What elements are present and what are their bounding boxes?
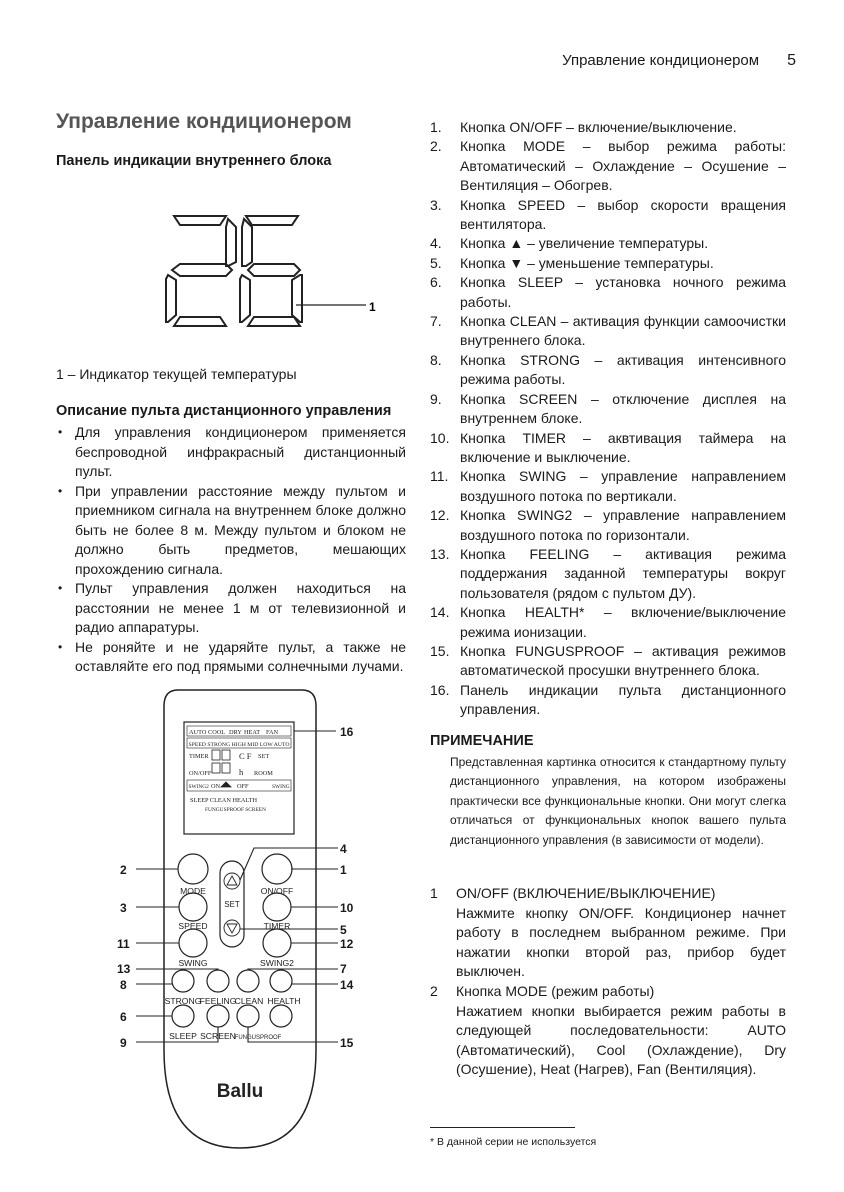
list-item: 1. Кнопка ON/OFF – включение/выключение.	[430, 119, 737, 135]
display-caption: 1 – Индикатор текущей температуры	[56, 366, 297, 382]
callout-13: 13	[117, 962, 131, 976]
lcd-onoff: ON/OFF	[189, 770, 212, 777]
lcd-fan: FAN	[266, 729, 279, 736]
section-mode	[430, 982, 786, 1080]
footnote-rule	[430, 1127, 575, 1128]
callout-15: 15	[340, 1036, 354, 1050]
callout-8: 8	[120, 978, 127, 992]
section-title: Управление кондиционером	[56, 110, 352, 133]
speed-button[interactable]	[179, 893, 207, 921]
bullet-item: • При управлении расстояние между пультом и приемником сигнала на внутреннем блоке должно быть не более 8 м. Между пультом и блоком не должно быть предметов, мешающих прохождению сигнала.	[56, 482, 406, 580]
lcd-cf: C F	[239, 751, 252, 761]
onoff-label: ON/OFF	[260, 886, 294, 896]
header-title: Управление кондиционером	[562, 52, 760, 69]
callout-2: 2	[120, 863, 127, 877]
lcd-room: ROOM	[254, 770, 273, 777]
bullet-item: • Не роняйте и не ударяйте пульт, а также не оставляйте его под прямыми солнечными лучами.	[56, 638, 406, 677]
screen-label: SCREEN	[200, 1031, 236, 1041]
health-label: HEALTH	[267, 996, 301, 1006]
callout-4: 4	[340, 842, 347, 856]
callout-14: 14	[340, 978, 354, 992]
callout-display: 1	[369, 300, 376, 314]
page-number: 5	[787, 52, 796, 69]
list-item: 14. Кнопка HEALTH* – включение/выключение режима ионизации.	[430, 604, 786, 640]
callout-11: 11	[117, 937, 130, 951]
list-item: 2. Кнопка MODE – выбор режима работы: Автоматический – Охлаждение – Осушение – Вентиляция – Обогрев.	[430, 138, 786, 194]
list-item: 3. Кнопка SPEED – выбор скорости вращения вентилятора.	[430, 196, 786, 233]
lcd-off: OFF	[237, 783, 249, 790]
list-item: 7. Кнопка CLEAN – активация функции самоочистки внутреннего блока.	[430, 313, 786, 349]
screen-button[interactable]	[207, 1005, 229, 1027]
list-item: 5. Кнопка ▼ – уменьшение температуры.	[430, 254, 714, 271]
mode-button[interactable]	[178, 854, 208, 884]
section-heading: Кнопка MODE (режим работы)	[456, 983, 655, 999]
swing2-label: SWING2	[260, 958, 294, 968]
lcd-cool: COOL	[208, 729, 226, 736]
lcd-dry: DRY	[229, 729, 242, 736]
lcd-swing2: SWING2	[188, 784, 209, 790]
list-item: 10. Кнопка TIMER – аквтивация таймера на включение и выключение.	[430, 429, 786, 465]
section-heading: ON/OFF (ВКЛЮЧЕНИЕ/ВЫКЛЮЧЕНИЕ)	[456, 885, 716, 901]
swing-button[interactable]	[179, 929, 207, 957]
timer-button[interactable]	[263, 893, 291, 921]
list-item: 15. Кнопка FUNGUSPROOF – активация режимов автоматической просушки внутреннего блока.	[430, 642, 786, 679]
lcd-timer: TIMER	[189, 753, 209, 760]
indoor-panel-heading: Панель индикации внутреннего блока	[56, 153, 332, 169]
callout-6: 6	[120, 1010, 127, 1024]
button-list	[430, 118, 786, 720]
callout-5: 5	[340, 923, 347, 937]
lcd-swing: SWING	[272, 784, 290, 790]
fungusproof-button[interactable]	[237, 1005, 259, 1027]
section-number: 1	[430, 885, 438, 901]
lcd-sleep-row: SLEEP CLEAN HEALTH	[190, 797, 258, 804]
list-item: 16. Панель индикации пульта дистанционного управления.	[430, 681, 786, 718]
timer-label: TIMER	[263, 921, 291, 931]
lcd-h: h	[239, 767, 244, 777]
callout-3: 3	[120, 901, 127, 915]
clean-button[interactable]	[237, 970, 259, 992]
callout-10: 10	[340, 901, 354, 915]
set-label: SET	[224, 900, 240, 909]
callout-7: 7	[340, 962, 347, 976]
callout-1: 1	[340, 863, 347, 877]
callout-9: 9	[120, 1036, 127, 1050]
remote-heading: Описание пульта дистанционного управления	[56, 403, 392, 419]
section-number: 2	[430, 983, 438, 999]
list-item: 11. Кнопка SWING – управление направлением воздушного потока по вертикали.	[430, 468, 786, 504]
section-onoff	[430, 884, 786, 982]
sleep-label: SLEEP	[169, 1031, 197, 1041]
strong-button[interactable]	[172, 970, 194, 992]
list-item: 13. Кнопка FEELING – активация режима поддержания заданной температуры вокруг пользователя (рядом с пультом ДУ).	[430, 545, 786, 601]
remote-control-figure	[164, 690, 316, 1148]
clean-label: CLEAN	[234, 996, 264, 1006]
bullet-item: • Пульт управления должен находиться на расстоянии не менее 1 м от телевизионной и радио аппаратуры.	[56, 579, 406, 638]
list-item: 6. Кнопка SLEEP – установка ночного режима работы.	[430, 274, 786, 310]
fungusproof-label: FUNGUSPROOF	[234, 1035, 282, 1041]
lcd-fungus-row: FUNGUSPROOF SCREEN	[205, 807, 266, 813]
lcd-on: ON	[211, 783, 221, 790]
list-item: 4. Кнопка ▲ – увеличение температуры.	[430, 235, 709, 252]
extra-button[interactable]	[270, 1005, 292, 1027]
onoff-button[interactable]	[262, 854, 292, 884]
list-item: 9. Кнопка SCREEN – отключение дисплея на внутреннем блоке.	[430, 390, 786, 427]
lcd-auto: AUTO	[189, 729, 207, 736]
mode-label: MODE	[180, 886, 206, 896]
note-title: ПРИМЕЧАНИЕ	[430, 733, 534, 749]
sleep-button[interactable]	[172, 1005, 194, 1027]
lcd-heat: HEAT	[244, 729, 261, 736]
note-text: Представленная картинка относится к стандартному пульту дистанционного управления, на котором изображены практически все функциональные кнопки. Они могут слегка отличаться от функциональных кнопок вашего пульта дистанционного управления (в зависимости от модели).	[450, 755, 786, 847]
section-body: Нажмите кнопку ON/OFF. Кондиционер начнет работу в последнем выбранном режиме. При нажатии кнопки второй раз, прибор будет выключен.	[456, 904, 786, 979]
list-item: 8. Кнопка STRONG – активация интенсивного режима работы.	[430, 351, 786, 388]
lcd-speed-row: SPEED STRONG HIGH MID LOW AUTO	[188, 742, 290, 748]
swing2-button[interactable]	[263, 929, 291, 957]
bullet-item: • Для управления кондиционером применяется беспроводной инфракрасный дистанционный пульт.	[56, 423, 406, 482]
strong-label: STRONG	[164, 996, 202, 1006]
lcd-set: SET	[258, 753, 270, 760]
section-body: Нажатием кнопки выбирается режим работы в следующей последовательности: AUTO (Автоматический), Cool (Охлаждение), Dry (Осушение), Heat (Нагрев), Fan (Вентиляция).	[456, 1002, 786, 1077]
brand-logo: Ballu	[216, 1081, 264, 1102]
footnote: * В данной серии не используется	[430, 1136, 597, 1148]
list-item: 12. Кнопка SWING2 – управление направлением воздушного потока по горизонтали.	[430, 507, 786, 543]
feeling-button[interactable]	[207, 970, 229, 992]
callout-12: 12	[340, 937, 354, 951]
feeling-label: FEELING	[199, 996, 237, 1006]
indoor-display-figure	[166, 216, 302, 326]
speed-label: SPEED	[178, 921, 208, 931]
callout-16: 16	[340, 725, 354, 739]
swing-label: SWING	[178, 958, 208, 968]
health-button[interactable]	[270, 970, 292, 992]
